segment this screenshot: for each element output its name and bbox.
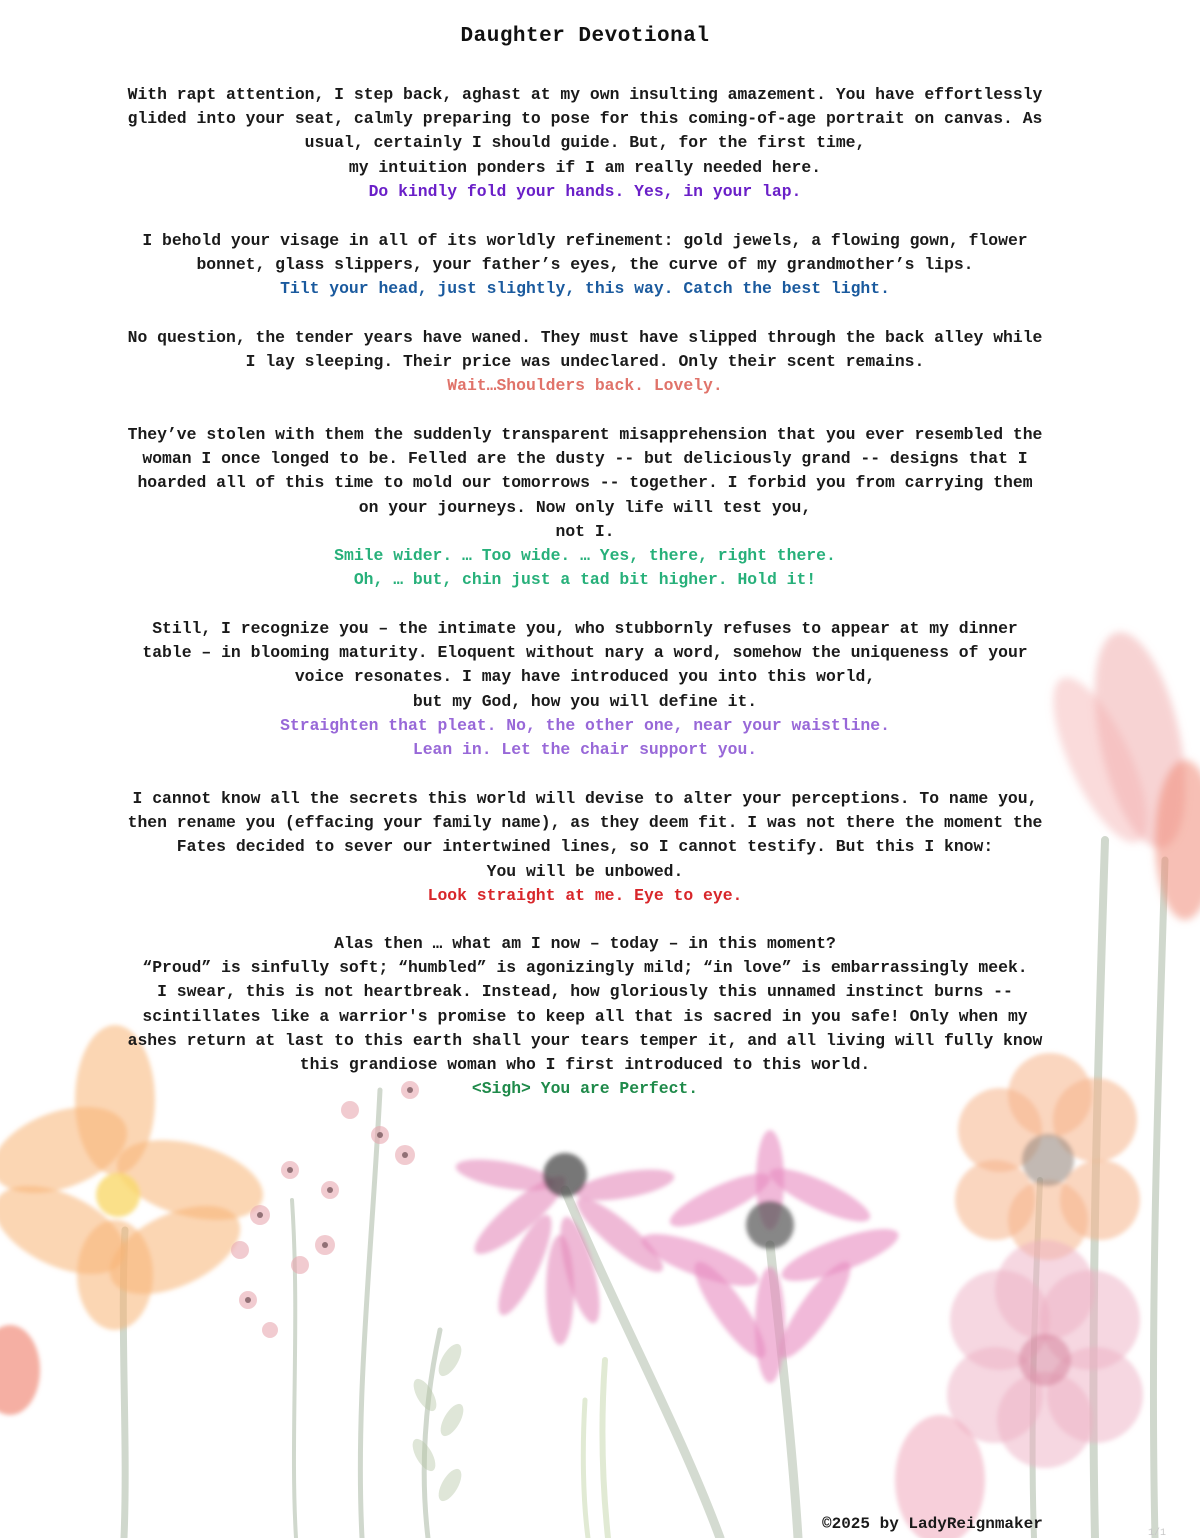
poem-line: scintillates like a warrior's promise to keep all that is sacred in you safe! Only when my xyxy=(142,1006,1028,1026)
page-indicator: 1/1 xyxy=(1148,1528,1167,1539)
stage-direction: Wait…Shoulders back. Lovely. xyxy=(447,376,723,396)
stanza-2 xyxy=(85,229,1085,302)
pale-pink-flower xyxy=(947,1240,1143,1468)
copyright-notice: ©2025 by LadyReignmaker xyxy=(822,1515,1043,1533)
poem-line: then rename you (effacing your family name), as they deem fit. I was not there the moment the xyxy=(127,813,1043,833)
stage-direction: Smile wider. … Too wide. … Yes, there, right there. xyxy=(334,545,836,565)
stage-direction: Look straight at me. Eye to eye. xyxy=(427,885,743,905)
stage-direction: Tilt your head, just slightly, this way. Catch the best light. xyxy=(280,279,890,299)
page-title: Daughter Devotional xyxy=(460,25,710,48)
poem-line: Alas then … what am I now – today – in this moment? xyxy=(334,934,836,953)
poem-line: You will be unbowed. xyxy=(486,861,684,881)
stanza-4 xyxy=(85,423,1085,592)
stanza-1 xyxy=(85,83,1085,204)
poem-line: No question, the tender years have waned. They must have slipped through the back alley while xyxy=(127,328,1043,347)
poem-line: I lay sleeping. Their price was undeclared. Only their scent remains. xyxy=(245,352,925,372)
poem-line: Fates decided to sever our intertwined lines, so I cannot testify. But this I know: xyxy=(176,837,994,857)
poem-line: I swear, this is not heartbreak. Instead, how gloriously this unnamed instinct burns -- xyxy=(157,982,1013,1002)
poem-line: table – in blooming maturity. Eloquent without nary a word, somehow the uniqueness of your xyxy=(142,643,1028,663)
poem-line: I cannot know all the secrets this world will devise to alter your perceptions. To name you, xyxy=(132,789,1038,808)
poem-line: “Proud” is sinfully soft; “humbled” is agonizingly mild; “in love” is embarrassingly meek. xyxy=(142,958,1028,978)
poem-line: glided into your seat, calmly preparing to pose for this coming-of-age portrait on canvas. As xyxy=(127,109,1043,129)
leaves xyxy=(408,1340,468,1504)
poem-line: but my God, how you will define it. xyxy=(412,691,758,711)
poem-line: They’ve stolen with them the suddenly transparent misapprehension that you ever resembled the xyxy=(127,425,1043,444)
poem-line: I behold your visage in all of its worldly refinement: gold jewels, a flowing gown, flower xyxy=(142,231,1028,250)
poem-line: on your journeys. Now only life will test you, xyxy=(358,497,812,517)
stanza-5 xyxy=(85,617,1085,762)
stage-direction: Straighten that pleat. No, the other one, near your waistline. xyxy=(280,715,890,735)
poem-line: usual, certainly I should guide. But, for the first time, xyxy=(304,133,866,153)
coral-flower-left-edge xyxy=(0,1325,40,1415)
stage-direction: Do kindly fold your hands. Yes, in your lap. xyxy=(368,181,802,201)
poem-line: this grandiose woman who I first introduced to this world. xyxy=(299,1054,871,1074)
poem-line: voice resonates. I may have introduced you into this world, xyxy=(294,667,876,687)
poem-line: bonnet, glass slippers, your father’s eyes, the curve of my grandmother’s lips. xyxy=(196,255,974,275)
poem-line: Still, I recognize you – the intimate you, who stubbornly refuses to appear at my dinner xyxy=(152,619,1018,638)
stanza-6 xyxy=(85,787,1085,908)
poem-line: With rapt attention, I step back, aghast at my own insulting amazement. You have effortlessly xyxy=(127,85,1043,104)
pink-blossom-cluster xyxy=(231,1081,419,1338)
poem-line: ashes return at last to this earth shall your tears temper it, and all living will fully know xyxy=(127,1030,1043,1050)
stanza-3 xyxy=(85,326,1085,399)
poem-line: my intuition ponders if I am really needed here. xyxy=(348,157,822,177)
stage-direction: <Sigh> You are Perfect. xyxy=(471,1079,699,1099)
pink-daisy-center xyxy=(454,1153,677,1345)
stanza-7 xyxy=(85,932,1085,1101)
stage-direction: Lean in. Let the chair support you. xyxy=(412,739,758,759)
poem-line: not I. xyxy=(555,521,615,541)
poem-line: woman I once longed to be. Felled are the dusty -- but deliciously grand -- designs that I xyxy=(142,449,1028,469)
poem-line: hoarded all of this time to mold our tomorrows -- together. I forbid you from carrying them xyxy=(137,473,1033,493)
stage-direction: Oh, … but, chin just a tad bit higher. Hold it! xyxy=(353,570,817,590)
